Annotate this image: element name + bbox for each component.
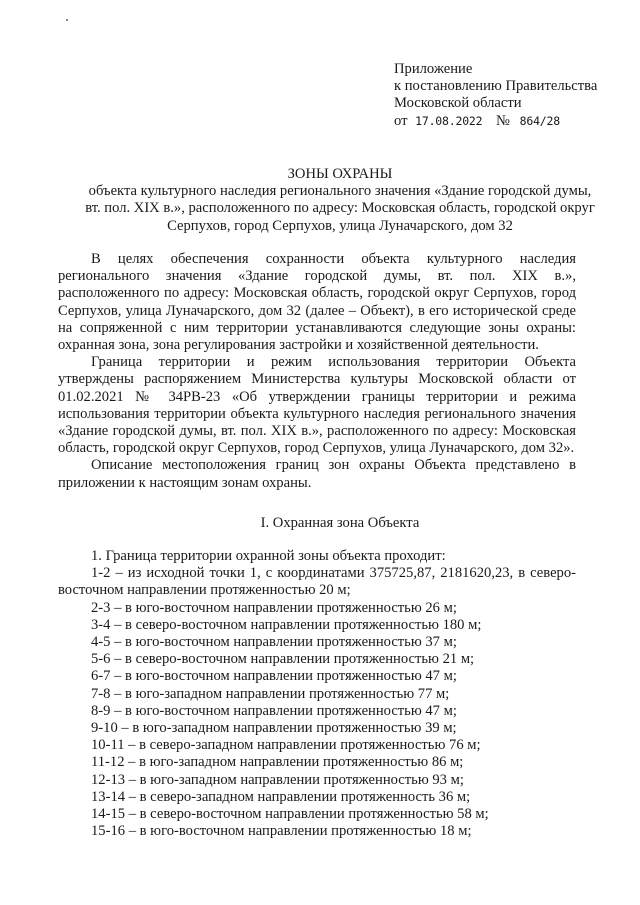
heading-line-2: вт. пол. XIX в.», расположенного по адресу: Московская область, городской округ (85, 200, 595, 217)
list-item: 13-14 – в северо-западном направлении протяженность 36 м; (91, 788, 471, 805)
list-item: 8-9 – в юго-восточном направлении протяженностью 47 м; (91, 702, 457, 719)
list-item: 6-7 – в юго-восточном направлении протяженностью 47 м; (91, 668, 457, 685)
appendix-date-line (394, 113, 634, 130)
heading-line-1: объекта культурного наследия регионального значения «Здание городской думы, (88, 183, 592, 200)
appendix-block (394, 61, 634, 130)
appendix-line-1: Приложение (394, 61, 473, 77)
document-title: ЗОНЫ ОХРАНЫ (287, 166, 393, 182)
list-item: 9-10 – в юго-западном направлении протяженностью 39 м; (91, 720, 457, 737)
list-item: 3-4 – в северо-восточном направлении протяженностью 180 м; (91, 616, 482, 633)
appendix-line-2: к постановлению Правительства (394, 78, 598, 95)
list-item: 12-13 – в юго-западном направлении протяженностью 93 м; (91, 771, 464, 788)
section-title: I. Охранная зона Объекта (260, 515, 420, 531)
list-item: 15-16 – в юго-восточном направлении протяженностью 18 м; (91, 823, 472, 840)
list-item: 11-12 – в юго-западном направлении протяженностью 86 м; (91, 754, 464, 771)
heading-line-3: Серпухов, город Серпухов, улица Луначарского, дом 32 (167, 217, 513, 234)
paragraph-1: В целях обеспечения сохранности объекта культурного наследия регионального значения «Здание городской думы, вт. пол. XIX в.», расположенного по адресу: Московская область, городской округ Серпухов, город Серпухов, улица Луначарского, дом 32 (далее – Объект), в его исторической среде на сопряженной с ним территории устанавливаются следующие зоны охраны: охранная зона, зона регулирования застройки и хозяйственной деятельности. (58, 251, 576, 354)
resolution-number: 864/28 (519, 113, 560, 128)
paragraph-3: Описание местоположения границ зон охраны Объекта представлено в приложении к настоящим зонам охраны. (58, 457, 576, 491)
number-label: № (496, 112, 510, 129)
appendix-line-3: Московской области (394, 95, 522, 112)
paragraph-2: Граница территории и режим использования территории Объекта утверждены распоряжением Министерства культуры Московской области от 01.02.2021 № 34РВ-23 «Об утверждении границы территории и режима использования территории объекта культурного наследия регионального значения «Здание городской думы, вт. пол. XIX в.», расположенного по адресу: Московская область, городской округ Серпухов, город Серпухов, улица Луначарского, дом 32». (58, 354, 576, 457)
document-heading (40, 166, 640, 235)
list-item: 4-5 – в юго-восточном направлении протяженностью 37 м; (91, 634, 457, 651)
boundary-list (58, 548, 576, 840)
list-intro: 1. Граница территории охранной зоны объекта проходит: (91, 548, 446, 564)
list-item: 5-6 – в северо-восточном направлении протяженностью 21 м; (91, 651, 475, 668)
list-item: 14-15 – в северо-восточном направлении протяженностью 58 м; (91, 806, 489, 823)
resolution-date: 17.08.2022 (415, 113, 483, 128)
scan-speck (66, 19, 68, 21)
body-text (58, 251, 576, 492)
list-item: 10-11 – в северо-западном направлении протяженностью 76 м; (91, 737, 481, 754)
list-item: 1-2 – из исходной точки 1, с координатами 375725,87, 2181620,23, в северо-восточном направлении протяженностью 20 м; (58, 565, 576, 599)
list-item: 2-3 – в юго-восточном направлении протяженностью 26 м; (91, 599, 457, 616)
from-label: от (394, 112, 408, 129)
list-item: 7-8 – в юго-западном направлении протяженностью 77 м; (91, 685, 450, 702)
